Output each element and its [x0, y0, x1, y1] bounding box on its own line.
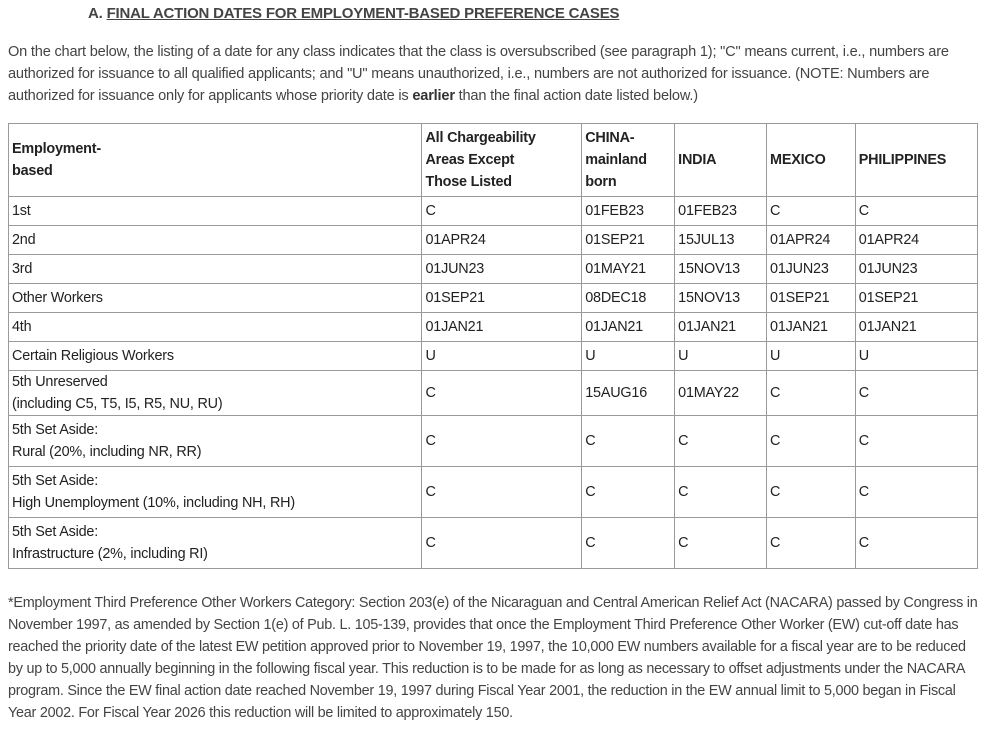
- cell-all-areas: C: [422, 371, 582, 416]
- cell-all-areas: C: [422, 467, 582, 518]
- header-philippines: PHILIPPINES: [855, 124, 977, 197]
- header-all-areas: [422, 124, 582, 197]
- header-china-line: born: [585, 174, 617, 190]
- cell-india: 01FEB23: [675, 197, 767, 226]
- section-title: FINAL ACTION DATES FOR EMPLOYMENT-BASED PREFERENCE CASES: [106, 5, 620, 22]
- cell-mexico: C: [767, 467, 856, 518]
- row-category: [9, 197, 422, 226]
- cell-mexico: C: [767, 371, 856, 416]
- cell-china: C: [582, 518, 675, 569]
- cell-india: 15NOV13: [675, 255, 767, 284]
- header-china-line: CHINA-: [585, 130, 635, 146]
- table-row: [9, 197, 978, 226]
- cell-mexico: C: [767, 416, 856, 467]
- cell-india: C: [675, 518, 767, 569]
- table-row: [9, 313, 978, 342]
- table-row: [9, 226, 978, 255]
- table-row: [9, 467, 978, 518]
- cell-all-areas: U: [422, 342, 582, 371]
- cell-philippines: C: [855, 518, 977, 569]
- cell-all-areas: 01JAN21: [422, 313, 582, 342]
- cell-china: C: [582, 416, 675, 467]
- cell-india: 15NOV13: [675, 284, 767, 313]
- header-all-areas-line: Areas Except: [425, 152, 515, 168]
- cell-china: U: [582, 342, 675, 371]
- row-category-line: 1st: [12, 203, 31, 219]
- row-category-line: (including C5, T5, I5, R5, NU, RU): [12, 396, 223, 412]
- cell-mexico: U: [767, 342, 856, 371]
- intro-text-before: On the chart below, the listing of a date for any class indicates that the class is oversubscribed (see paragraph 1); "C" means current, i.e., numbers are authorized for issuance to all qualified applicants; and "U" means unauthorized, i.e., numbers are not authorized for issuance. (NOTE: Numbers are authorized for issuance only for applicants whose priority date is: [8, 44, 949, 104]
- row-category-line: Infrastructure (2%, including RI): [12, 546, 208, 562]
- row-category-line: 5th Unreserved: [12, 374, 108, 390]
- row-category: [9, 467, 422, 518]
- cell-india: 01JAN21: [675, 313, 767, 342]
- cell-mexico: 01JUN23: [767, 255, 856, 284]
- section-heading: [88, 5, 619, 22]
- row-category: [9, 255, 422, 284]
- table-row: [9, 255, 978, 284]
- intro-paragraph: [8, 41, 978, 107]
- table-row: [9, 342, 978, 371]
- header-china: [582, 124, 675, 197]
- cell-mexico: 01JAN21: [767, 313, 856, 342]
- cell-mexico: 01APR24: [767, 226, 856, 255]
- footnote: *Employment Third Preference Other Workers Category: Section 203(e) of the Nicaraguan and Central American Relief Act (NACARA) passed by Congress in November 1997, as amended by Section 1(e) of Pub. L. 105-139, provides that once the Employment Third Preference Other Worker (EW) cut-off date has reached the priority date of the latest EW petition approved prior to November 19, 1997, the 10,000 EW numbers available for a fiscal year are to be reduced by up to 5,000 annually beginning in the following fiscal year. This reduction is to be made for as long as necessary to offset adjustments under the NACARA program. Since the EW final action date reached November 19, 1997 during Fiscal Year 2001, the reduction in the EW annual limit to 5,000 began in Fiscal Year 2002. For Fiscal Year 2026 this reduction will be limited to approximately 150.: [8, 595, 978, 721]
- cell-philippines: C: [855, 416, 977, 467]
- cell-china: 01FEB23: [582, 197, 675, 226]
- cell-china: 15AUG16: [582, 371, 675, 416]
- row-category-line: 5th Set Aside:: [12, 422, 99, 438]
- cell-china: 01JAN21: [582, 313, 675, 342]
- cell-india: 15JUL13: [675, 226, 767, 255]
- cell-mexico: C: [767, 518, 856, 569]
- row-category: [9, 371, 422, 416]
- cell-india: 01MAY22: [675, 371, 767, 416]
- header-category-line: based: [12, 163, 53, 179]
- header-category: [9, 124, 422, 197]
- cell-india: C: [675, 467, 767, 518]
- table-row: [9, 284, 978, 313]
- cell-india: C: [675, 416, 767, 467]
- cell-philippines: C: [855, 467, 977, 518]
- row-category-line: Rural (20%, including NR, RR): [12, 444, 202, 460]
- cell-philippines: 01JUN23: [855, 255, 977, 284]
- cell-philippines: 01APR24: [855, 226, 977, 255]
- row-category: [9, 226, 422, 255]
- cell-china: 01MAY21: [582, 255, 675, 284]
- cell-all-areas: C: [422, 197, 582, 226]
- row-category-line: High Unemployment (10%, including NH, RH): [12, 495, 295, 511]
- row-category-line: 3rd: [12, 261, 33, 277]
- cell-philippines: 01JAN21: [855, 313, 977, 342]
- header-all-areas-line: All Chargeability: [425, 130, 536, 146]
- row-category: [9, 284, 422, 313]
- cell-philippines: C: [855, 371, 977, 416]
- table-header-row: [9, 124, 978, 197]
- row-category-line: 2nd: [12, 232, 36, 248]
- cell-philippines: C: [855, 197, 977, 226]
- table-row: [9, 371, 978, 416]
- table-row: [9, 416, 978, 467]
- row-category-line: Certain Religious Workers: [12, 348, 174, 364]
- header-category-line: Employment-: [12, 141, 101, 157]
- header-china-line: mainland: [585, 152, 647, 168]
- row-category-line: 5th Set Aside:: [12, 473, 99, 489]
- cell-china: 08DEC18: [582, 284, 675, 313]
- cell-philippines: 01SEP21: [855, 284, 977, 313]
- table-row: [9, 518, 978, 569]
- row-category: [9, 416, 422, 467]
- section-letter: A.: [88, 5, 107, 22]
- row-category: [9, 313, 422, 342]
- cell-all-areas: C: [422, 518, 582, 569]
- cell-all-areas: 01JUN23: [422, 255, 582, 284]
- header-all-areas-line: Those Listed: [425, 174, 512, 190]
- cell-china: C: [582, 467, 675, 518]
- row-category-line: 5th Set Aside:: [12, 524, 99, 540]
- cell-all-areas: 01SEP21: [422, 284, 582, 313]
- row-category-line: 4th: [12, 319, 32, 335]
- intro-text-after: than the final action date listed below.): [454, 88, 698, 104]
- cell-philippines: U: [855, 342, 977, 371]
- row-category: [9, 518, 422, 569]
- row-category-line: Other Workers: [12, 290, 103, 306]
- row-category: [9, 342, 422, 371]
- cell-mexico: C: [767, 197, 856, 226]
- header-india: INDIA: [675, 124, 767, 197]
- cell-all-areas: C: [422, 416, 582, 467]
- final-action-dates-table: [8, 123, 978, 569]
- cell-all-areas: 01APR24: [422, 226, 582, 255]
- intro-emphasis: earlier: [412, 88, 455, 104]
- cell-india: U: [675, 342, 767, 371]
- table-body: [9, 197, 978, 569]
- header-mexico: MEXICO: [767, 124, 856, 197]
- cell-china: 01SEP21: [582, 226, 675, 255]
- cell-mexico: 01SEP21: [767, 284, 856, 313]
